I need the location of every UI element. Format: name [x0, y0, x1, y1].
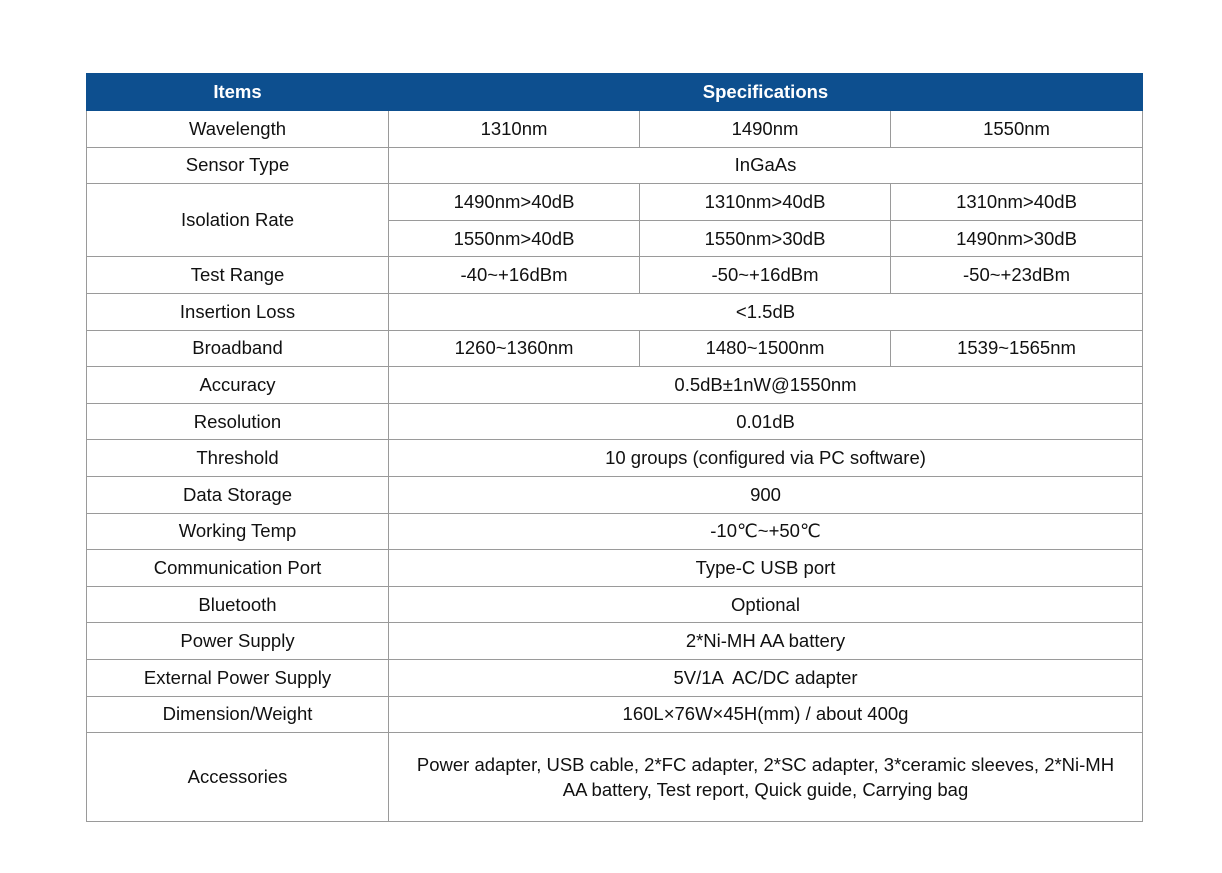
row-label: Communication Port — [87, 550, 389, 587]
row-value: 900 — [389, 476, 1143, 513]
row-label: Threshold — [87, 440, 389, 477]
row-value: InGaAs — [389, 147, 1143, 184]
table-row — [87, 696, 1143, 733]
row-value: 1490nm — [640, 111, 891, 148]
row-value: <1.5dB — [389, 293, 1143, 330]
row-value: -40~+16dBm — [389, 257, 640, 294]
row-value: 1550nm>30dB — [640, 220, 891, 257]
row-label: Working Temp — [87, 513, 389, 550]
row-value: Optional — [389, 586, 1143, 623]
row-label: Resolution — [87, 403, 389, 440]
row-value: 1490nm>30dB — [891, 220, 1143, 257]
row-label: Sensor Type — [87, 147, 389, 184]
table-row — [87, 367, 1143, 404]
row-value: 1260~1360nm — [389, 330, 640, 367]
row-label: Test Range — [87, 257, 389, 294]
row-label: Accuracy — [87, 367, 389, 404]
table-row — [87, 293, 1143, 330]
specifications-table — [86, 73, 1143, 822]
table-row — [87, 440, 1143, 477]
row-label: Data Storage — [87, 476, 389, 513]
row-label: Bluetooth — [87, 586, 389, 623]
row-value: -50~+16dBm — [640, 257, 891, 294]
row-value: 0.01dB — [389, 403, 1143, 440]
row-value: 1550nm>40dB — [389, 220, 640, 257]
row-value: 1490nm>40dB — [389, 184, 640, 221]
table-row — [87, 403, 1143, 440]
row-label: Insertion Loss — [87, 293, 389, 330]
row-label: Power Supply — [87, 623, 389, 660]
table-row — [87, 733, 1143, 822]
table-row — [87, 476, 1143, 513]
row-value: 1539~1565nm — [891, 330, 1143, 367]
table-row — [87, 330, 1143, 367]
row-value: 1310nm>40dB — [640, 184, 891, 221]
row-label: Broadband — [87, 330, 389, 367]
row-value: 1550nm — [891, 111, 1143, 148]
row-value: Power adapter, USB cable, 2*FC adapter, 2*SC adapter, 3*ceramic sleeves, 2*Ni-MH AA battery, Test report, Quick guide, Carrying bag — [389, 733, 1143, 822]
table-row — [87, 184, 1143, 221]
table-row — [87, 586, 1143, 623]
row-value: 2*Ni-MH AA battery — [389, 623, 1143, 660]
row-value: 160L×76W×45H(mm) / about 400g — [389, 696, 1143, 733]
table-row — [87, 513, 1143, 550]
row-label: Isolation Rate — [87, 184, 389, 257]
row-value: 1310nm — [389, 111, 640, 148]
row-value: 5V/1A AC/DC adapter — [389, 659, 1143, 696]
header-specifications: Specifications — [389, 74, 1143, 111]
row-value: 10 groups (configured via PC software) — [389, 440, 1143, 477]
table-row — [87, 147, 1143, 184]
table-row — [87, 623, 1143, 660]
row-value: 1480~1500nm — [640, 330, 891, 367]
row-value: 0.5dB±1nW@1550nm — [389, 367, 1143, 404]
table-header-row — [87, 74, 1143, 111]
row-value: -10℃~+50℃ — [389, 513, 1143, 550]
row-label: External Power Supply — [87, 659, 389, 696]
table-row — [87, 550, 1143, 587]
header-items: Items — [87, 74, 389, 111]
row-value: 1310nm>40dB — [891, 184, 1143, 221]
row-label: Accessories — [87, 733, 389, 822]
row-value: Type-C USB port — [389, 550, 1143, 587]
table-row — [87, 659, 1143, 696]
table-row — [87, 257, 1143, 294]
row-value: -50~+23dBm — [891, 257, 1143, 294]
table-row — [87, 111, 1143, 148]
row-label: Wavelength — [87, 111, 389, 148]
row-label: Dimension/Weight — [87, 696, 389, 733]
